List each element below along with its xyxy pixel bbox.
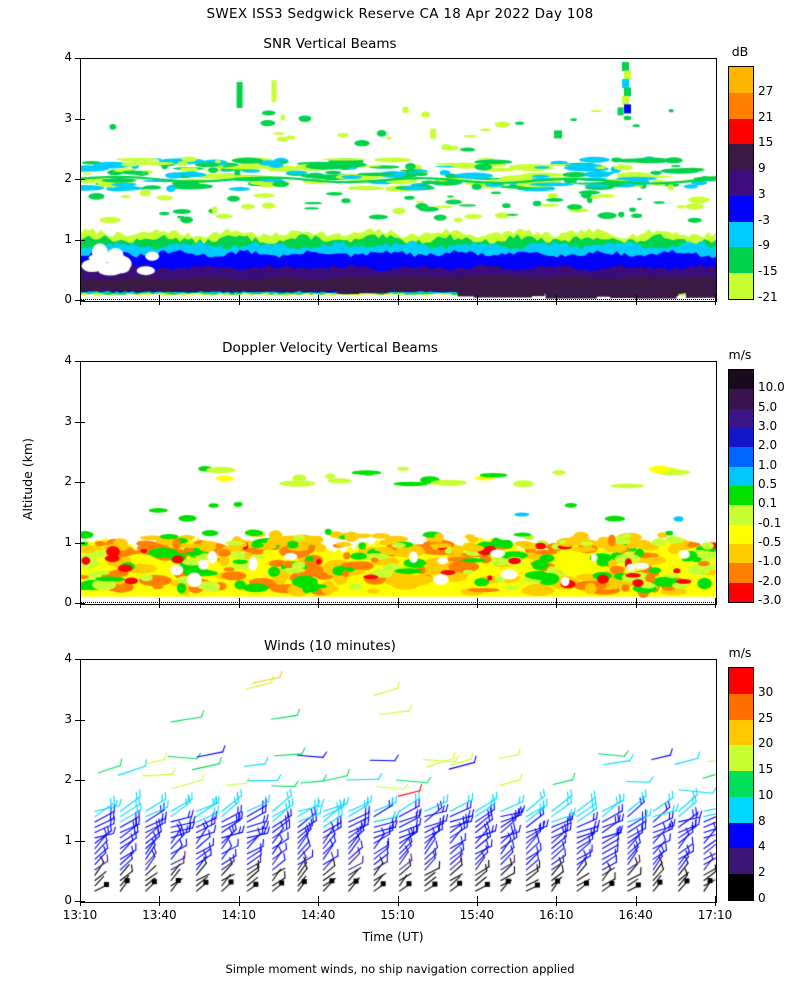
colorbar-segment [729,447,753,467]
y-tick-mark-inner [81,901,85,902]
x-tick-mark-inner [556,896,557,901]
colorbar-tick-label: 30 [758,684,774,699]
x-tick-mark [80,901,81,906]
y-tick-mark-inner [81,179,85,180]
colorbar-segment [729,467,753,487]
colorbar-unit-label: m/s [728,645,752,660]
colorbar-tick-label: -9 [758,238,770,253]
colorbar-segment [729,247,753,273]
colorbar-tick-label: 25 [758,710,774,725]
x-tick-mark [636,901,637,906]
y-tick-label: 4 [64,50,72,64]
y-tick-label: 0 [64,893,72,907]
colorbar-segment [729,119,753,145]
colorbar-unit-label: m/s [728,347,752,362]
x-tick-label: 15:10 [380,908,415,922]
colorbar-segment [729,823,753,849]
colorbar-tick-label: 15 [758,135,774,150]
colorbar-segment [729,144,753,170]
y-tick-mark [75,240,80,241]
colorbar-tick-label: 10.0 [758,380,785,395]
x-tick-mark [398,901,399,906]
colorbar-tick-label: -15 [758,264,778,279]
y-tick-mark-inner [81,659,85,660]
x-tick-label: 16:10 [538,908,574,922]
colorbar-segment [729,505,753,525]
y-tick-mark [75,119,80,120]
colorbar-tick-label: 2.0 [758,438,778,453]
colorbar-tick-label: 5.0 [758,399,778,414]
y-tick-mark-inner [81,780,85,781]
y-tick-mark [75,780,80,781]
colorbar-tick-label: 8 [758,813,766,828]
baseline-dots [81,602,714,604]
colorbar-tick-label: -0.5 [758,535,782,549]
x-tick-mark [715,901,716,906]
colorbar-segment [729,563,753,583]
colorbar-segment [729,486,753,506]
y-tick-label: 2 [64,474,72,488]
colorbar-segment [729,720,753,746]
colorbar-tick-label: 0.1 [758,496,778,511]
snr-plot-area [80,58,717,302]
y-tick-mark [75,720,80,721]
colorbar-segment [729,544,753,564]
colorbar-segment [729,67,753,93]
y-tick-label: 0 [64,292,72,306]
colorbar-tick-label: 9 [758,161,766,176]
x-tick-mark [556,901,557,906]
y-tick-label: 3 [64,110,72,125]
y-tick-label: 0 [64,595,72,609]
colorbar-tick-label: 21 [758,109,774,124]
colorbar-tick-label: 15 [758,762,774,777]
colorbar-segment [729,273,753,299]
colorbar-segment [729,222,753,248]
colorbar-tick-label: -3 [758,212,770,227]
colorbar-tick-label: 20 [758,736,774,751]
colorbar-segment [729,848,753,874]
y-tick-mark [75,482,80,483]
y-tick-label: 2 [64,772,72,786]
y-tick-mark-inner [81,361,85,362]
colorbar-segment [729,196,753,222]
x-tick-mark [318,901,319,906]
x-tick-mark-inner [477,896,478,901]
figure-title: SWEX ISS3 Sedgwick Reserve CA 18 Apr 2022 Day 108 [206,6,594,22]
y-tick-mark-inner [81,841,85,842]
colorbar-segment [729,874,753,900]
colorbar-segment [729,428,753,448]
y-tick-mark [75,841,80,842]
colorbar-tick-label: 0 [758,891,766,905]
y-tick-mark [75,58,80,59]
colorbar-tick-label: -1.0 [758,554,782,569]
colorbar-tick-label: 3 [758,186,766,201]
colorbar-segment [729,771,753,797]
colorbar-unit-label: dB [731,44,749,59]
x-tick-label: 16:40 [618,908,653,922]
colorbar-segment [729,797,753,823]
y-tick-mark [75,543,80,544]
colorbar-segment [729,370,753,390]
y-tick-mark-inner [81,422,85,423]
y-tick-mark-inner [81,240,85,241]
x-tick-label: 17:10 [697,908,733,922]
x-tick-label: 13:40 [142,908,177,922]
colorbar-tick-label: -0.1 [758,515,782,530]
y-axis-label: Altitude (km) [20,438,35,520]
y-tick-mark-inner [81,482,85,483]
panel-snr-title: SNR Vertical Beams [263,36,397,52]
panel-winds-title: Winds (10 minutes) [264,638,396,654]
y-tick-label: 1 [64,832,72,847]
panel-doppler-title: Doppler Velocity Vertical Beams [222,340,438,356]
y-tick-mark-inner [81,720,85,721]
colorbar-segment [729,170,753,196]
x-tick-mark-inner [159,896,160,901]
y-tick-mark [75,179,80,180]
y-tick-label: 3 [64,711,72,726]
x-tick-mark-inner [318,896,319,901]
x-tick-mark-inner [636,896,637,901]
colorbar-tick-label: 0.5 [758,477,778,491]
colorbar-tick-label: 3.0 [758,419,778,433]
x-tick-mark [715,300,716,305]
colorbar [728,667,754,901]
x-tick-mark [239,901,240,906]
y-tick-mark-inner [81,119,85,120]
colorbar [728,66,754,300]
figure-footnote: Simple moment winds, no ship navigation correction applied [225,962,575,976]
colorbar-tick-label: -21 [758,290,778,304]
x-tick-label: 14:10 [221,908,257,922]
y-tick-label: 1 [64,231,72,246]
y-tick-label: 4 [64,353,72,367]
colorbar-segment [729,389,753,409]
y-tick-mark-inner [81,58,85,59]
colorbar-segment [729,93,753,119]
colorbar-segment [729,745,753,771]
x-tick-label: 13:10 [62,908,98,922]
x-tick-mark-inner [80,896,81,901]
colorbar-tick-label: 27 [758,83,774,98]
x-tick-mark-inner [715,598,716,603]
y-tick-mark [75,659,80,660]
x-tick-label: 15:40 [459,908,495,922]
x-tick-mark-inner [715,295,716,300]
x-axis-label: Time (UT) [362,929,424,944]
colorbar-segment [729,525,753,545]
colorbar-tick-label: 4 [758,839,766,854]
x-tick-mark [159,901,160,906]
colorbar-segment [729,668,753,694]
colorbar-segment [729,583,753,603]
colorbar-tick-label: -2.0 [758,573,782,588]
x-tick-mark-inner [398,896,399,901]
x-tick-mark [715,603,716,608]
y-tick-mark-inner [81,543,85,544]
y-tick-label: 2 [64,171,72,185]
x-tick-label: 14:40 [300,908,336,922]
y-tick-mark [75,422,80,423]
colorbar-tick-label: 10 [758,787,774,802]
x-tick-mark-inner [239,896,240,901]
colorbar-tick-label: 1.0 [758,457,778,472]
baseline-dots [81,299,714,301]
x-tick-mark [477,901,478,906]
winds-plot-area [80,659,717,903]
y-tick-mark [75,361,80,362]
colorbar-tick-label: 2 [758,865,766,880]
y-tick-label: 4 [64,651,72,665]
y-tick-label: 1 [64,534,72,549]
colorbar-segment [729,694,753,720]
colorbar-segment [729,409,753,429]
y-tick-label: 3 [64,413,72,428]
colorbar [728,369,754,603]
colorbar-tick-label: -3.0 [758,593,782,607]
x-tick-mark-inner [715,896,716,901]
doppler-plot-area [80,361,717,605]
